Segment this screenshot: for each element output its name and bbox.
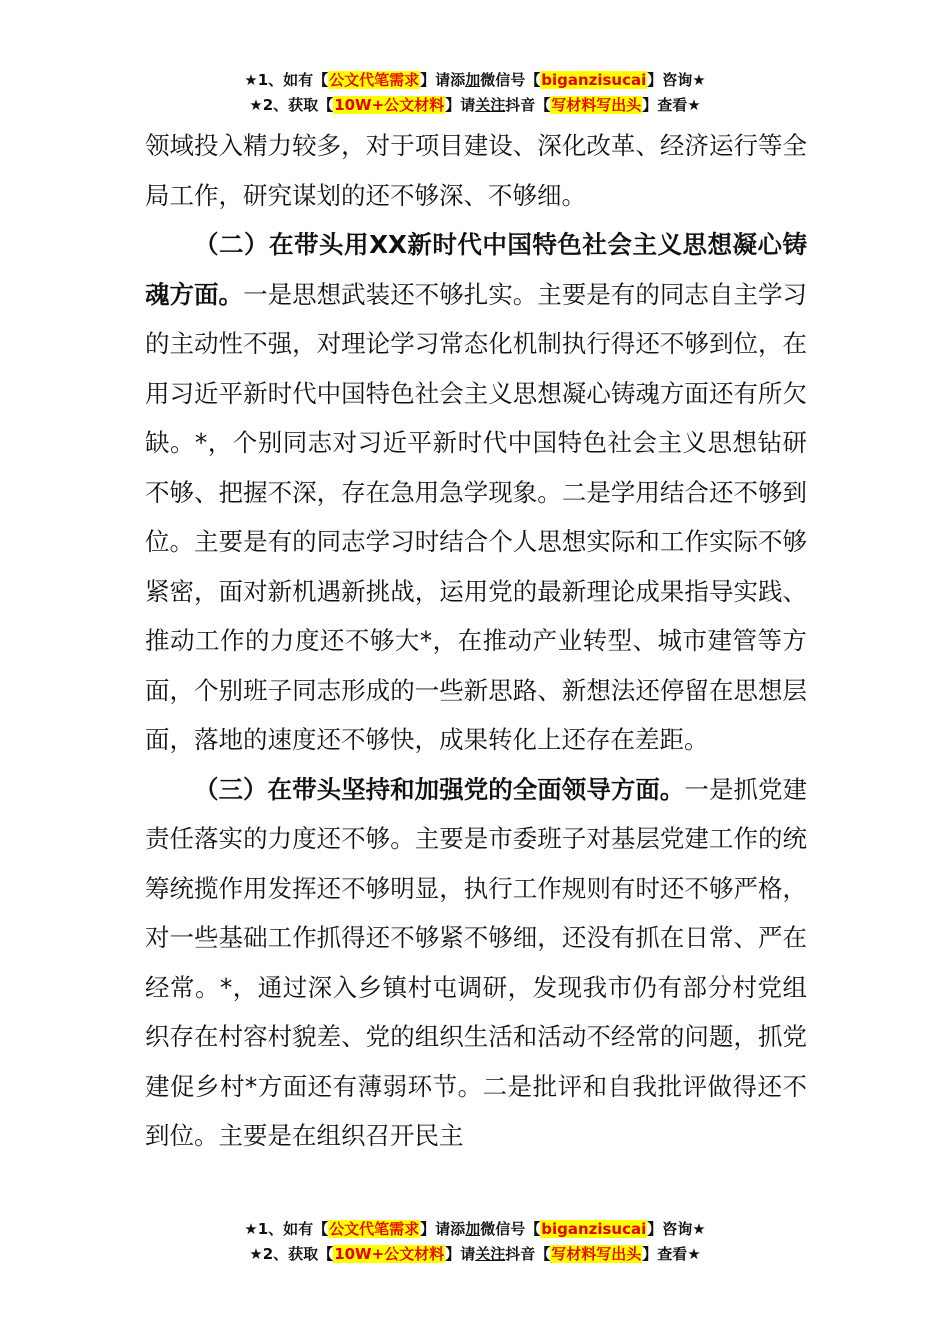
footer-banner: [0, 1217, 950, 1267]
highlight-douyin-id: 写材料写出头: [551, 96, 642, 114]
paragraph-continued: 领域投入精力较多，对于项目建设、深化改革、经济运行等全局工作，研究谋划的还不够深、不够细。: [145, 131, 807, 210]
highlight-text: 公文代笔需求: [329, 1220, 420, 1238]
highlight-wechat-id: biganzisucai: [541, 71, 647, 89]
section-text: 一是抓党建责任落实的力度还不够。主要是市委班子对基层党建工作的统筹统揽作用发挥还不够明显，执行工作规则有时还不够严格，对一些基础工作抓得还不够紧不够细，还没有抓在日常、严在经常。*，通过深入乡镇村屯调研，发现我市仍有部分村党组织存在村容村貌差、党的组织生活和活动不经常的问题，抓党建促乡村*方面还有薄弱环节。二是批评和自我批评做得还不到位。主要是在组织召开民主: [145, 774, 808, 1150]
paragraph-section-3: [145, 765, 807, 1161]
section-text: 一是思想武装还不够扎实。主要是有的同志自主学习的主动性不强，对理论学习常态化机制执行得还不够到位，在用习近平新时代中国特色社会主义思想凝心铸魂方面还有所欠缺。*，个别同志对习近平新时代中国特色社会主义思想钻研不够、把握不深，存在急用急学现象。二是学用结合还不够到位。主要是有的同志学习时结合个人思想实际和工作实际不够紧密，面对新机遇新挑战，运用党的最新理论成果指导实践、推动工作的力度还不够大*，在推动产业转型、城市建管等方面，个别班子同志形成的一些新思路、新想法还停留在思想层面，落地的速度还不够快，成果转化上还存在差距。: [145, 279, 807, 754]
section-heading: （三）在带头坚持和加强党的全面领导方面。: [194, 774, 685, 804]
highlight-text: 公文代笔需求: [329, 71, 420, 89]
banner-line-1: ★1、如有【公文代笔需求】请添加微信号【biganzisucai】咨询★: [244, 1220, 706, 1238]
banner-line-1: ★1、如有【公文代笔需求】请添加微信号【biganzisucai】咨询★: [244, 71, 706, 89]
highlight-douyin-id: 写材料写出头: [551, 1245, 642, 1263]
highlight-text: 10W+公文材料: [334, 1245, 445, 1263]
banner-line-2: ★2、获取【10W+公文材料】请关注抖音【写材料写出头】查看★: [249, 96, 701, 114]
document-body: [145, 121, 807, 1161]
highlight-text: 10W+公文材料: [334, 96, 445, 114]
highlight-wechat-id: biganzisucai: [541, 1220, 647, 1238]
paragraph-section-2: [145, 220, 807, 765]
header-banner: [0, 68, 950, 118]
section-heading: （二）在带头用XX新时代中国特色社会主义思想凝心铸魂方面。: [145, 230, 807, 309]
banner-line-2: ★2、获取【10W+公文材料】请关注抖音【写材料写出头】查看★: [249, 1245, 701, 1263]
